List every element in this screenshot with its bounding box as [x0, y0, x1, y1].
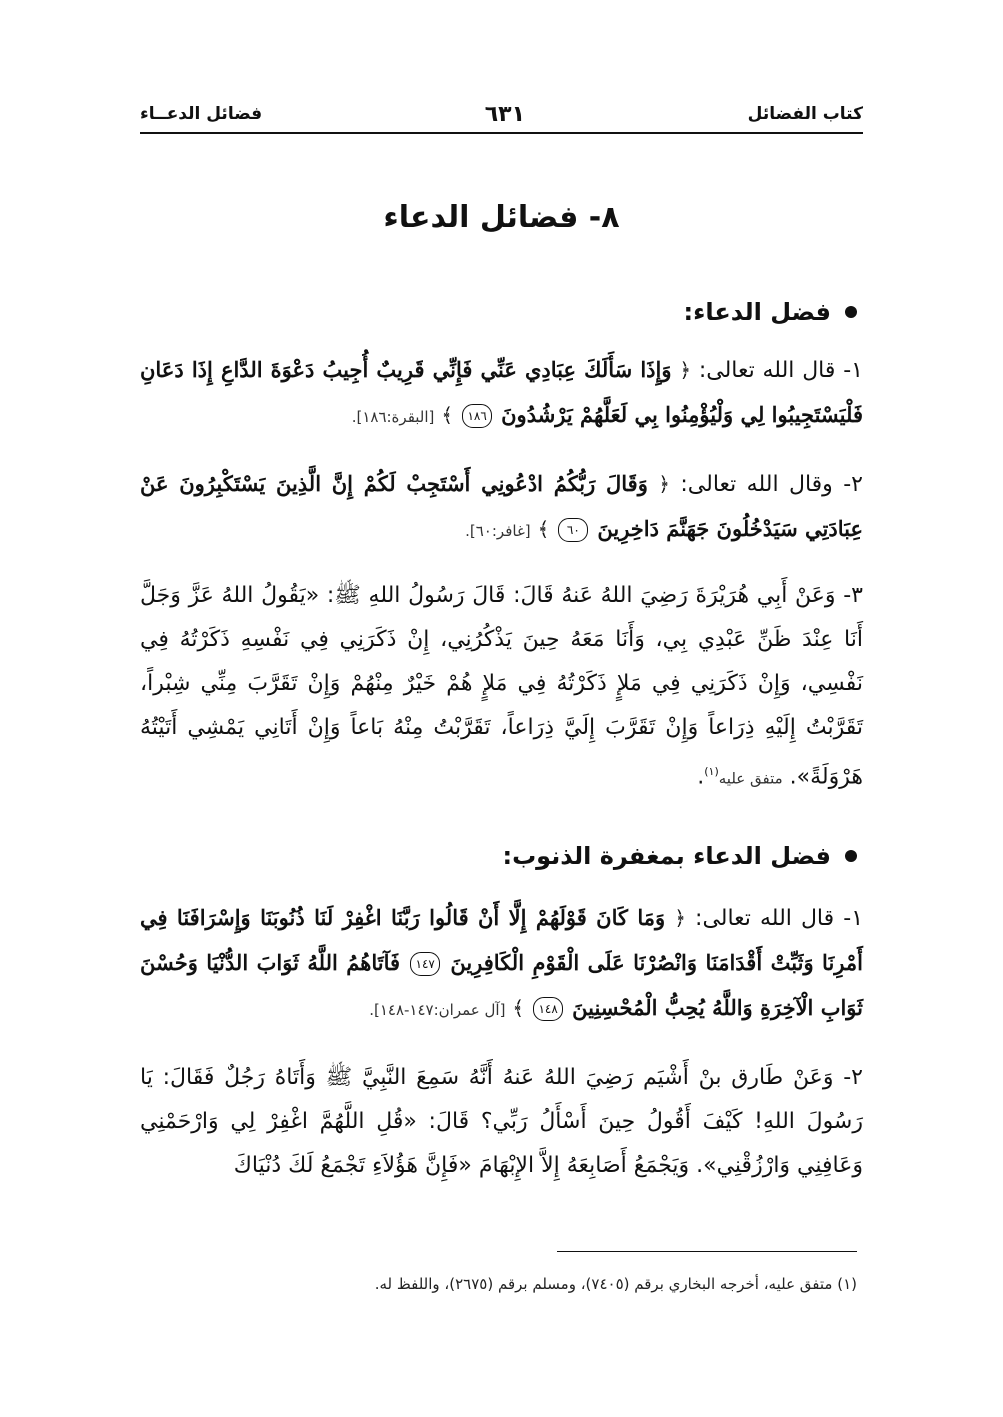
ornament-open-icon: ﴿	[679, 358, 692, 382]
item-number: ٢-	[843, 1065, 863, 1090]
section-heading-1	[683, 298, 857, 326]
verse-reference: [غافر:٦٠].	[465, 522, 531, 540]
bullet-icon	[845, 850, 857, 862]
item-number: ١-	[843, 358, 863, 383]
running-header	[140, 96, 863, 132]
header-book-title: كتاب الفضائل	[747, 104, 863, 124]
item-2-2	[140, 1056, 863, 1188]
quran-verse-a: وَمَا كَانَ قَوْلَهُمْ إِلَّا أَنْ قَالُوا رَبَّنَا اغْفِرْ لَنَا ذُنُوبَنَا وَإِسْرَافَنَا فِي أَمْرِنَا وَثَبِّتْ أَقْدَامَنَا وَانْصُرْنَا عَلَى الْقَوْمِ الْكَافِرِينَ	[140, 905, 863, 975]
bullet-icon	[845, 306, 857, 318]
item-intro: وقال الله تعالى:	[680, 472, 833, 497]
ornament-open-icon: ﴿	[658, 472, 670, 496]
quran-verse-b: فَآتَاهُمُ اللَّهُ ثَوَابَ الدُّنْيَا وَحُسْنَ ثَوَابِ الْآخِرَةِ وَاللَّهُ يُحِبُّ الْمُحْسِنِينَ	[140, 950, 863, 1020]
hadith-text: وَعَنْ طَارق بنْ أَشْيَم رَضِيَ اللهُ عَنهُ أَنَّهُ سَمِعَ النَّبِيَّ ﷺ وَأَتَاهُ رَجُلٌ فَقَالَ: يَا رَسُولَ اللهِ! كَيْفَ أَقُولُ حِينَ أَسْأَلُ رَبِّي؟ قَالَ: «قُلِ اللَّهُمَّ اغْفِرْ لِي وَارْحَمْنِي وَعَافِنِي وَارْزُقْنِي». وَيَجْمَعُ أَصَابِعَهُ إِلاَّ الإِبْهَامَ «فَإِنَّ هَؤُلاَءِ تَجْمَعُ لَكَ دُنْيَاكَ	[140, 1065, 863, 1178]
item-number: ٣-	[843, 583, 863, 608]
quran-verse: وَقَالَ رَبُّكُمُ ادْعُونِي أَسْتَجِبْ لَكُمْ إِنَّ الَّذِينَ يَسْتَكْبِرُونَ عَنْ عِبَادَتِي سَيَدْخُلُونَ جَهَنَّمَ دَاخِرِينَ	[140, 471, 863, 541]
section-heading-text: فضل الدعاء:	[683, 298, 831, 326]
item-intro: قال الله تعالى:	[698, 358, 836, 383]
item-1-2	[140, 462, 863, 553]
footnote-marker: (١)	[704, 765, 719, 778]
item-1-1	[140, 348, 863, 439]
ayah-number: ١٨٦	[462, 404, 492, 428]
ayah-number: ١٤٨	[533, 997, 563, 1021]
footnote: (١) متفق عليه، أخرجه البخاري برقم (٧٤٠٥)، ومسلم برقم (٢٦٧٥)، واللفظ له.	[374, 1275, 857, 1293]
item-number: ٢-	[843, 472, 863, 497]
ornament-close-icon: ﴾	[537, 517, 550, 541]
ayah-number: ١٤٧	[410, 952, 440, 976]
section-heading-text: فضل الدعاء بمغفرة الذنوب:	[502, 842, 831, 870]
item-1-3: ٣- وَعَنْ أَبِي هُرَيْرَةَ رَضِيَ اللهُ عَنهُ قَالَ: قَالَ رَسُولُ اللهِ ﷺ: «يَقُولُ اللهُ عَزَّ وَجَلَّ أَنَا عِنْدَ ظَنِّ عَبْدِي بِي، وَأَنَا مَعَهُ حِينَ يَذْكُرُنِي، إِنْ ذَكَرَنِي فِي نَفْسِهِ ذَكَرْتُهُ فِي نَفْسِي، وَإِنْ ذَكَرَنِي فِي مَلإٍ ذَكَرْتُهُ فِي مَلإٍ هُمْ خَيْرٌ مِنْهُمْ وَإِنْ تَقَرَّبَ مِنِّي شِبْراً، تَقَرَّبْتُ إِلَيْهِ ذِرَاعاً وَإِنْ تَقَرَّبَ إِلَيَّ ذِرَاعاً، تَقَرَّبْتُ مِنْهُ بَاعاً وَإِنْ أَتَانِي يَمْشِي أَتَيْتُهُ هَرْوَلَةً». متفق عليه$^{(١)}$.	[140, 583, 863, 790]
verse-reference: [البقرة:١٨٦].	[351, 408, 435, 426]
item-number: ١-	[843, 906, 864, 931]
footnote-divider	[557, 1251, 857, 1252]
page-number: ٦٣١	[484, 101, 526, 127]
section-heading-2	[502, 842, 857, 870]
verse-reference: [آل عمران:١٤٧-١٤٨].	[369, 1001, 506, 1019]
item-2-1	[140, 896, 863, 1032]
header-section-title: فضائل الدعــاء	[140, 104, 263, 124]
hadith-text: وَعَنْ أَبِي هُرَيْرَةَ رَضِيَ اللهُ عَنهُ قَالَ: قَالَ رَسُولُ اللهِ ﷺ: «يَقُولُ اللهُ عَزَّ وَجَلَّ أَنَا عِنْدَ ظَنِّ عَبْدِي بِي، وَأَنَا مَعَهُ حِينَ يَذْكُرُنِي، إِنْ ذَكَرَنِي فِي نَفْسِهِ ذَكَرْتُهُ فِي نَفْسِي، وَإِنْ ذَكَرَنِي فِي مَلإٍ ذَكَرْتُهُ فِي مَلإٍ هُمْ خَيْرٌ مِنْهُمْ وَإِنْ تَقَرَّبَ مِنِّي شِبْراً، تَقَرَّبْتُ إِلَيْهِ ذِرَاعاً وَإِنْ تَقَرَّبَ إِلَيَّ ذِرَاعاً، تَقَرَّبْتُ مِنْهُ بَاعاً وَإِنْ أَتَانِي يَمْشِي أَتَيْتُهُ هَرْوَلَةً».	[140, 583, 863, 790]
ayah-number: ٦٠	[558, 518, 588, 542]
item-intro: قال الله تعالى:	[695, 906, 835, 931]
chapter-title: ٨- فضائل الدعاء	[383, 200, 620, 235]
ornament-open-icon: ﴿	[674, 906, 686, 930]
ornament-close-icon: ﴾	[441, 403, 454, 427]
hadith-note: متفق عليه	[718, 769, 783, 788]
header-divider	[140, 132, 863, 134]
quran-verse: وَإِذَا سَأَلَكَ عِبَادِي عَنِّي فَإِنِّي قَرِيبٌ أُجِيبُ دَعْوَةَ الدَّاعِ إِذَا دَعَانِ فَلْيَسْتَجِيبُوا لِي وَلْيُؤْمِنُوا بِي لَعَلَّهُمْ يَرْشُدُونَ	[140, 357, 863, 427]
ornament-close-icon: ﴾	[512, 996, 525, 1020]
